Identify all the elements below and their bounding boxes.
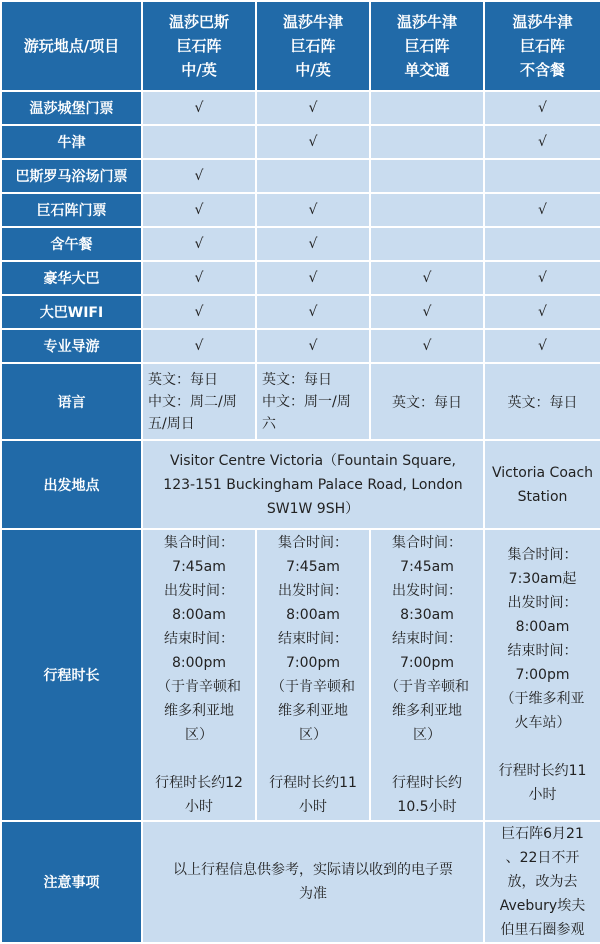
header-col-4: 温莎牛津 巨石阵 不含餐 [484, 1, 600, 91]
row-label: 豪华大巴 [1, 261, 142, 295]
itinerary-row [1, 529, 600, 821]
departure-row [1, 440, 600, 529]
language-cell: 英文：每日 [370, 363, 484, 440]
row-label: 温莎城堡门票 [1, 91, 142, 125]
check-cell: √ [142, 227, 256, 261]
row-label-departure: 出发地点 [1, 440, 142, 529]
check-cell: √ [142, 261, 256, 295]
check-cell: √ [484, 193, 600, 227]
row-label-itinerary: 行程时长 [1, 529, 142, 821]
row-label: 含午餐 [1, 227, 142, 261]
feature-row [1, 125, 600, 159]
check-cell: √ [142, 193, 256, 227]
itinerary-cell: 集合时间： 7:45am 出发时间： 8:30am 结束时间： 7:00pm （于肯辛顿和 维多利亚地 区） 行程时长约 10.5小时 [370, 529, 484, 821]
check-cell [484, 227, 600, 261]
check-cell: √ [256, 91, 370, 125]
check-cell: √ [256, 227, 370, 261]
row-label-notes: 注意事项 [1, 821, 142, 943]
check-cell [370, 91, 484, 125]
itinerary-cell: 集合时间： 7:45am 出发时间： 8:00am 结束时间： 7:00pm （于肯辛顿和 维多利亚地 区） 行程时长约11 小时 [256, 529, 370, 821]
language-cell: 英文：每日 [484, 363, 600, 440]
check-cell: √ [142, 329, 256, 363]
check-cell: √ [484, 125, 600, 159]
check-cell: √ [142, 295, 256, 329]
header-row [1, 1, 600, 91]
row-label: 大巴WIFI [1, 295, 142, 329]
check-cell [370, 193, 484, 227]
departure-location: Visitor Centre Victoria（Fountain Square, 123-151 Buckingham Palace Road, London SW1W 9SH） [142, 440, 484, 529]
check-cell: √ [256, 261, 370, 295]
row-label: 牛津 [1, 125, 142, 159]
row-label: 专业导游 [1, 329, 142, 363]
check-cell [256, 159, 370, 193]
row-label: 巨石阵门票 [1, 193, 142, 227]
check-cell [484, 159, 600, 193]
feature-row [1, 193, 600, 227]
notes-main: 以上行程信息供参考，实际请以收到的电子票 为准 [142, 821, 484, 943]
check-cell: √ [370, 295, 484, 329]
notes-alt: 巨石阵6月21 、22日不开 放，改为去 Avebury埃夫 伯里石圈参观 [484, 821, 600, 943]
language-cell: 英文：每日 中文：周一/周 六 [256, 363, 370, 440]
feature-row [1, 159, 600, 193]
row-label: 巴斯罗马浴场门票 [1, 159, 142, 193]
check-cell: √ [256, 295, 370, 329]
check-cell: √ [484, 295, 600, 329]
check-cell [370, 159, 484, 193]
check-cell: √ [256, 193, 370, 227]
notes-row [1, 821, 600, 943]
language-row [1, 363, 600, 440]
feature-row [1, 227, 600, 261]
check-cell: √ [142, 91, 256, 125]
language-cell: 英文：每日 中文：周二/周 五/周日 [142, 363, 256, 440]
check-cell: √ [370, 261, 484, 295]
departure-location-alt: Victoria Coach Station [484, 440, 600, 529]
check-cell: √ [256, 125, 370, 159]
check-cell [370, 227, 484, 261]
header-col-3: 温莎牛津 巨石阵 单交通 [370, 1, 484, 91]
check-cell: √ [142, 159, 256, 193]
header-col-2: 温莎牛津 巨石阵 中/英 [256, 1, 370, 91]
itinerary-cell: 集合时间： 7:45am 出发时间： 8:00am 结束时间： 8:00pm （于肯辛顿和 维多利亚地 区） 行程时长约12 小时 [142, 529, 256, 821]
feature-row [1, 91, 600, 125]
itinerary-cell: 集合时间： 7:30am起 出发时间： 8:00am 结束时间： 7:00pm （于维多利亚 火车站） 行程时长约11 小时 [484, 529, 600, 821]
feature-row [1, 261, 600, 295]
check-cell: √ [484, 261, 600, 295]
check-cell: √ [370, 329, 484, 363]
feature-row [1, 329, 600, 363]
check-cell: √ [484, 91, 600, 125]
row-label-language: 语言 [1, 363, 142, 440]
check-cell: √ [484, 329, 600, 363]
check-cell [142, 125, 256, 159]
check-cell: √ [256, 329, 370, 363]
header-corner: 游玩地点/项目 [1, 1, 142, 91]
feature-row [1, 295, 600, 329]
check-cell [370, 125, 484, 159]
header-col-1: 温莎巴斯 巨石阵 中/英 [142, 1, 256, 91]
